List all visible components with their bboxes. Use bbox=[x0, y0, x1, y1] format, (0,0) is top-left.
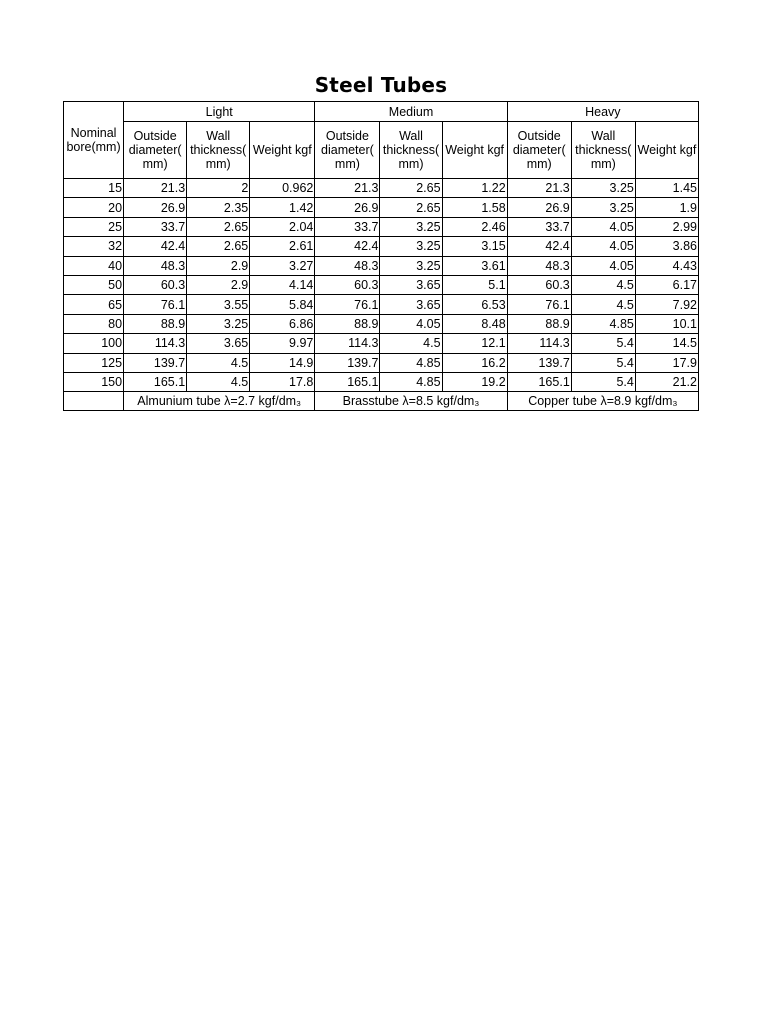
cell-heavy-outside-diameter: 88.9 bbox=[507, 314, 571, 333]
cell-heavy-outside-diameter: 139.7 bbox=[507, 353, 571, 372]
table-row bbox=[64, 256, 699, 275]
col-header-weight: Weight kgf bbox=[250, 122, 315, 179]
group-header-heavy: Heavy bbox=[507, 102, 698, 122]
cell-medium-outside-diameter: 114.3 bbox=[315, 334, 380, 353]
cell-heavy-outside-diameter: 21.3 bbox=[507, 179, 571, 198]
cell-heavy-weight: 17.9 bbox=[635, 353, 698, 372]
table-row bbox=[64, 179, 699, 198]
cell-light-weight: 3.27 bbox=[250, 256, 315, 275]
cell-heavy-outside-diameter: 114.3 bbox=[507, 334, 571, 353]
cell-nominal-bore: 32 bbox=[64, 237, 124, 256]
cell-medium-outside-diameter: 21.3 bbox=[315, 179, 380, 198]
cell-medium-outside-diameter: 48.3 bbox=[315, 256, 380, 275]
cell-nominal-bore: 50 bbox=[64, 275, 124, 294]
cell-medium-outside-diameter: 60.3 bbox=[315, 275, 380, 294]
nominal-bore-header: Nominal bore(mm) bbox=[64, 102, 124, 179]
col-header-outside-diameter: Outside diameter( mm) bbox=[315, 122, 380, 179]
cell-light-weight: 2.04 bbox=[250, 217, 315, 236]
cell-medium-wall-thickness: 3.25 bbox=[380, 256, 442, 275]
cell-heavy-wall-thickness: 5.4 bbox=[571, 334, 635, 353]
cell-light-weight: 5.84 bbox=[250, 295, 315, 314]
cell-medium-outside-diameter: 88.9 bbox=[315, 314, 380, 333]
cell-medium-wall-thickness: 3.65 bbox=[380, 275, 442, 294]
cell-light-wall-thickness: 3.65 bbox=[187, 334, 250, 353]
table-row bbox=[64, 198, 699, 217]
cell-light-weight: 2.61 bbox=[250, 237, 315, 256]
cell-light-outside-diameter: 76.1 bbox=[124, 295, 187, 314]
cell-heavy-outside-diameter: 60.3 bbox=[507, 275, 571, 294]
cell-medium-weight: 2.46 bbox=[442, 217, 507, 236]
table-row bbox=[64, 334, 699, 353]
group-header-row bbox=[64, 102, 699, 122]
cell-heavy-outside-diameter: 76.1 bbox=[507, 295, 571, 314]
cell-medium-outside-diameter: 33.7 bbox=[315, 217, 380, 236]
cell-heavy-wall-thickness: 3.25 bbox=[571, 198, 635, 217]
footer-note-brass: Brasstube λ=8.5 kgf/dm₃ bbox=[315, 392, 507, 411]
cell-medium-wall-thickness: 2.65 bbox=[380, 198, 442, 217]
cell-heavy-weight: 1.9 bbox=[635, 198, 698, 217]
cell-medium-outside-diameter: 42.4 bbox=[315, 237, 380, 256]
cell-heavy-weight: 14.5 bbox=[635, 334, 698, 353]
cell-medium-wall-thickness: 4.85 bbox=[380, 353, 442, 372]
cell-light-outside-diameter: 26.9 bbox=[124, 198, 187, 217]
cell-heavy-wall-thickness: 5.4 bbox=[571, 372, 635, 391]
cell-light-weight: 14.9 bbox=[250, 353, 315, 372]
cell-nominal-bore: 100 bbox=[64, 334, 124, 353]
cell-medium-weight: 16.2 bbox=[442, 353, 507, 372]
cell-nominal-bore: 40 bbox=[64, 256, 124, 275]
cell-light-weight: 9.97 bbox=[250, 334, 315, 353]
cell-heavy-outside-diameter: 33.7 bbox=[507, 217, 571, 236]
cell-light-outside-diameter: 42.4 bbox=[124, 237, 187, 256]
cell-medium-weight: 12.1 bbox=[442, 334, 507, 353]
cell-light-wall-thickness: 4.5 bbox=[187, 372, 250, 391]
cell-medium-wall-thickness: 2.65 bbox=[380, 179, 442, 198]
cell-light-weight: 4.14 bbox=[250, 275, 315, 294]
cell-light-wall-thickness: 2.65 bbox=[187, 217, 250, 236]
cell-nominal-bore: 25 bbox=[64, 217, 124, 236]
cell-medium-wall-thickness: 4.85 bbox=[380, 372, 442, 391]
cell-heavy-wall-thickness: 4.05 bbox=[571, 217, 635, 236]
cell-medium-weight: 19.2 bbox=[442, 372, 507, 391]
cell-light-outside-diameter: 88.9 bbox=[124, 314, 187, 333]
cell-light-outside-diameter: 48.3 bbox=[124, 256, 187, 275]
cell-medium-weight: 3.61 bbox=[442, 256, 507, 275]
cell-heavy-outside-diameter: 48.3 bbox=[507, 256, 571, 275]
steel-tubes-table bbox=[63, 101, 699, 411]
cell-heavy-outside-diameter: 42.4 bbox=[507, 237, 571, 256]
cell-light-wall-thickness: 2.9 bbox=[187, 275, 250, 294]
col-header-outside-diameter: Outside diameter( mm) bbox=[124, 122, 187, 179]
cell-heavy-wall-thickness: 4.05 bbox=[571, 237, 635, 256]
cell-heavy-wall-thickness: 5.4 bbox=[571, 353, 635, 372]
col-header-wall-thickness: Wall thickness( mm) bbox=[380, 122, 442, 179]
cell-heavy-weight: 2.99 bbox=[635, 217, 698, 236]
cell-heavy-weight: 4.43 bbox=[635, 256, 698, 275]
cell-light-weight: 0.962 bbox=[250, 179, 315, 198]
cell-medium-wall-thickness: 4.05 bbox=[380, 314, 442, 333]
cell-nominal-bore: 65 bbox=[64, 295, 124, 314]
cell-heavy-weight: 7.92 bbox=[635, 295, 698, 314]
cell-nominal-bore: 150 bbox=[64, 372, 124, 391]
cell-medium-weight: 8.48 bbox=[442, 314, 507, 333]
footer-note-copper: Copper tube λ=8.9 kgf/dm₃ bbox=[507, 392, 698, 411]
cell-medium-weight: 3.15 bbox=[442, 237, 507, 256]
cell-light-weight: 6.86 bbox=[250, 314, 315, 333]
cell-light-outside-diameter: 21.3 bbox=[124, 179, 187, 198]
cell-heavy-outside-diameter: 165.1 bbox=[507, 372, 571, 391]
cell-light-wall-thickness: 2.65 bbox=[187, 237, 250, 256]
cell-light-outside-diameter: 114.3 bbox=[124, 334, 187, 353]
cell-light-wall-thickness: 2.9 bbox=[187, 256, 250, 275]
group-header-light: Light bbox=[124, 102, 315, 122]
col-header-weight: Weight kgf bbox=[635, 122, 698, 179]
col-header-outside-diameter: Outside diameter( mm) bbox=[507, 122, 571, 179]
cell-heavy-outside-diameter: 26.9 bbox=[507, 198, 571, 217]
cell-medium-outside-diameter: 76.1 bbox=[315, 295, 380, 314]
cell-light-weight: 17.8 bbox=[250, 372, 315, 391]
cell-heavy-wall-thickness: 4.5 bbox=[571, 275, 635, 294]
table-row bbox=[64, 372, 699, 391]
cell-medium-wall-thickness: 3.25 bbox=[380, 237, 442, 256]
cell-heavy-weight: 21.2 bbox=[635, 372, 698, 391]
cell-medium-weight: 1.58 bbox=[442, 198, 507, 217]
table-row bbox=[64, 314, 699, 333]
cell-medium-wall-thickness: 4.5 bbox=[380, 334, 442, 353]
cell-light-wall-thickness: 3.25 bbox=[187, 314, 250, 333]
cell-light-wall-thickness: 3.55 bbox=[187, 295, 250, 314]
cell-heavy-weight: 6.17 bbox=[635, 275, 698, 294]
cell-nominal-bore: 125 bbox=[64, 353, 124, 372]
cell-medium-outside-diameter: 26.9 bbox=[315, 198, 380, 217]
cell-heavy-weight: 1.45 bbox=[635, 179, 698, 198]
table-row bbox=[64, 237, 699, 256]
cell-medium-wall-thickness: 3.65 bbox=[380, 295, 442, 314]
cell-heavy-wall-thickness: 3.25 bbox=[571, 179, 635, 198]
cell-light-outside-diameter: 139.7 bbox=[124, 353, 187, 372]
page-title: Steel Tubes bbox=[314, 73, 448, 97]
group-header-medium: Medium bbox=[315, 102, 507, 122]
footer-row bbox=[64, 392, 699, 411]
cell-heavy-weight: 10.1 bbox=[635, 314, 698, 333]
col-header-wall-thickness: Wall thickness( mm) bbox=[187, 122, 250, 179]
cell-medium-weight: 6.53 bbox=[442, 295, 507, 314]
cell-medium-outside-diameter: 139.7 bbox=[315, 353, 380, 372]
cell-heavy-weight: 3.86 bbox=[635, 237, 698, 256]
cell-light-wall-thickness: 4.5 bbox=[187, 353, 250, 372]
column-header-row bbox=[64, 122, 699, 179]
cell-nominal-bore: 80 bbox=[64, 314, 124, 333]
table-row bbox=[64, 217, 699, 236]
table-body bbox=[64, 179, 699, 392]
cell-light-weight: 1.42 bbox=[250, 198, 315, 217]
cell-nominal-bore: 15 bbox=[64, 179, 124, 198]
footer-note-aluminium: Almunium tube λ=2.7 kgf/dm₃ bbox=[124, 392, 315, 411]
table-row bbox=[64, 353, 699, 372]
cell-light-outside-diameter: 33.7 bbox=[124, 217, 187, 236]
cell-heavy-wall-thickness: 4.85 bbox=[571, 314, 635, 333]
table-row bbox=[64, 295, 699, 314]
cell-medium-weight: 1.22 bbox=[442, 179, 507, 198]
cell-medium-weight: 5.1 bbox=[442, 275, 507, 294]
table-row bbox=[64, 275, 699, 294]
cell-heavy-wall-thickness: 4.05 bbox=[571, 256, 635, 275]
col-header-wall-thickness: Wall thickness( mm) bbox=[571, 122, 635, 179]
cell-medium-wall-thickness: 3.25 bbox=[380, 217, 442, 236]
cell-medium-outside-diameter: 165.1 bbox=[315, 372, 380, 391]
footer-empty-cell bbox=[64, 392, 124, 411]
cell-light-wall-thickness: 2 bbox=[187, 179, 250, 198]
cell-heavy-wall-thickness: 4.5 bbox=[571, 295, 635, 314]
col-header-weight: Weight kgf bbox=[442, 122, 507, 179]
cell-nominal-bore: 20 bbox=[64, 198, 124, 217]
cell-light-outside-diameter: 60.3 bbox=[124, 275, 187, 294]
cell-light-outside-diameter: 165.1 bbox=[124, 372, 187, 391]
cell-light-wall-thickness: 2.35 bbox=[187, 198, 250, 217]
